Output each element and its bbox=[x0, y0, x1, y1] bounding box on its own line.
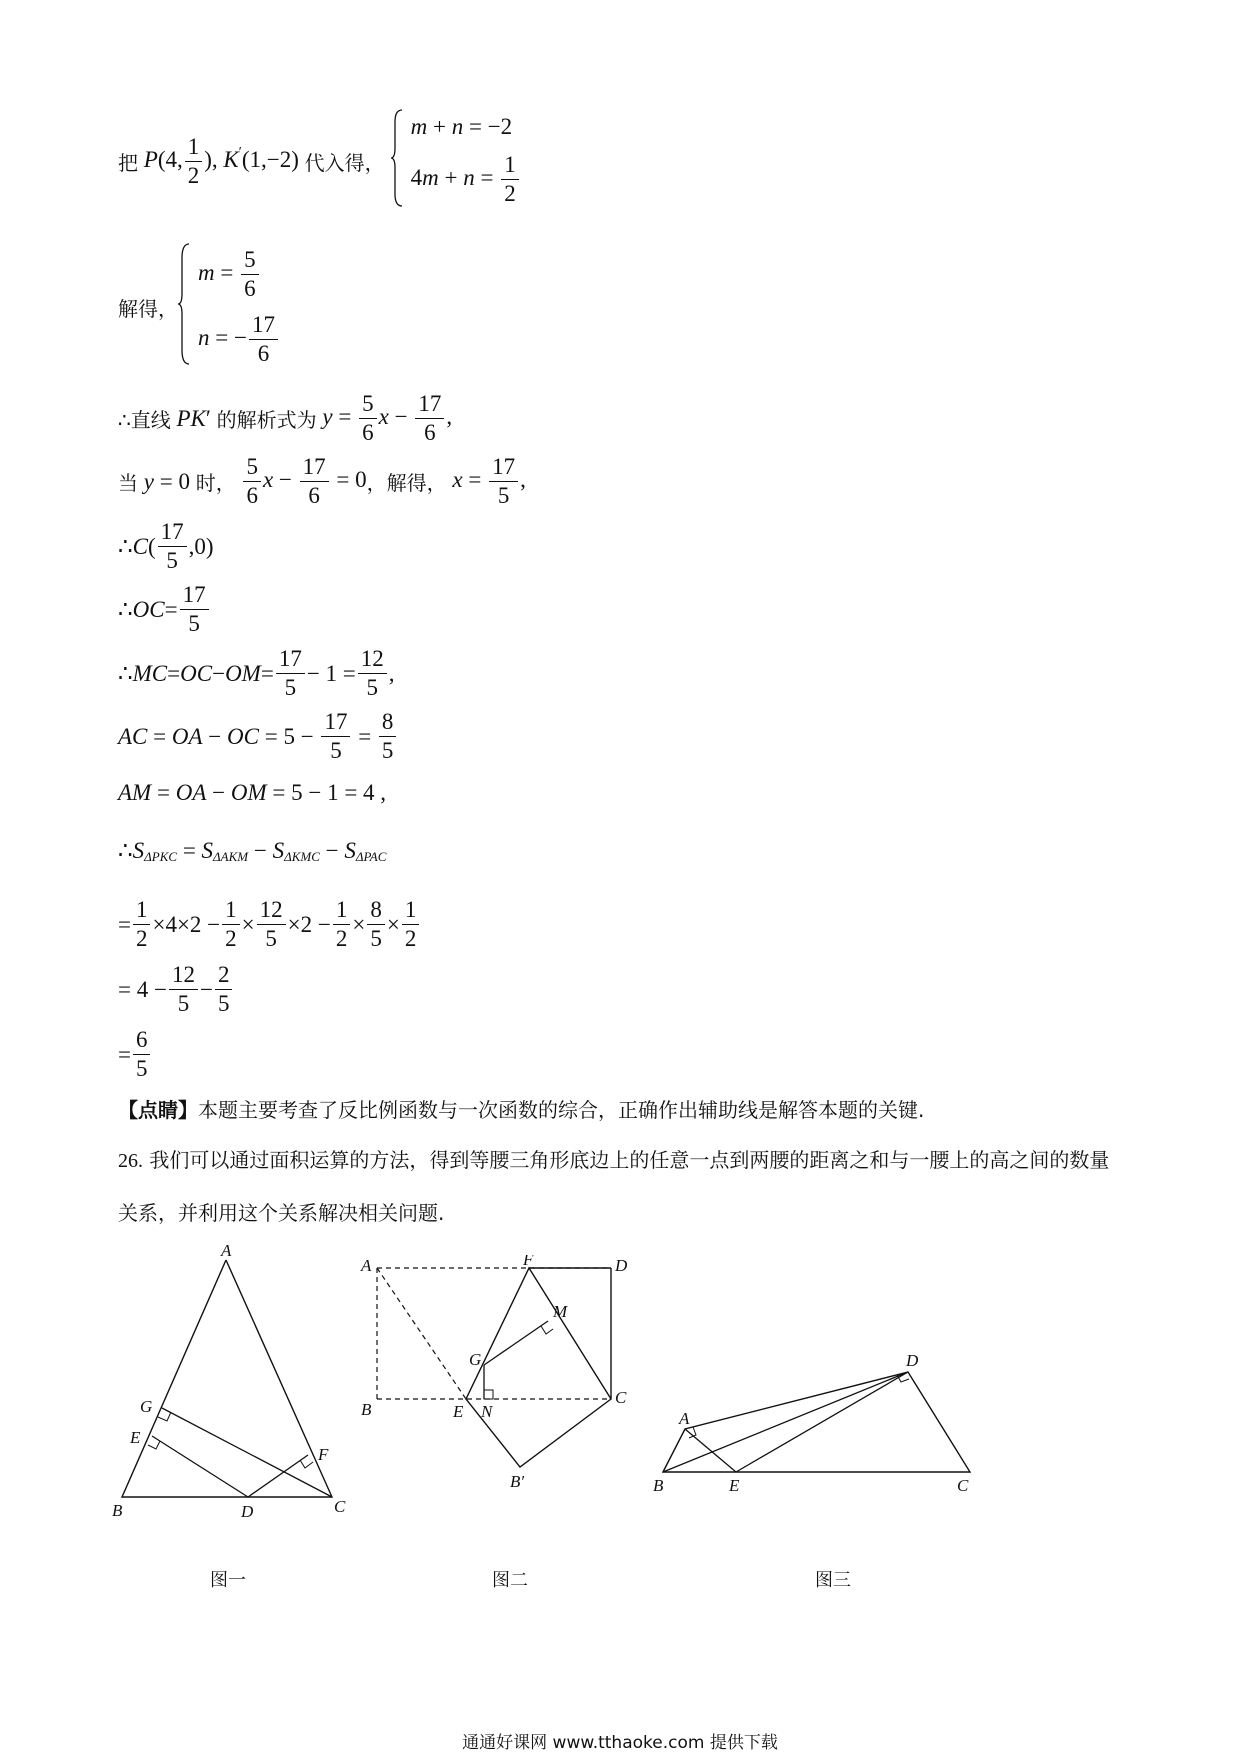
math-points: P(4, $\frac{1}{2}$ ), K′(1,−2) bbox=[143, 133, 305, 188]
fig2-label-c: C bbox=[615, 1388, 627, 1407]
text-analytic-mid: 的解析式为 bbox=[216, 408, 317, 432]
fig2-label-g: G bbox=[469, 1350, 482, 1369]
fig3-label-e: E bbox=[729, 1476, 740, 1495]
line-y-zero: 当 y = 0 时， $\frac{5}{6}$ x − $\frac{17}{6}$ = 0 ，解得， x = $\frac{17}{5}$ , bbox=[118, 454, 526, 508]
fig2-label-b-prime: B′ bbox=[510, 1472, 525, 1491]
fig3-label-a: A bbox=[679, 1409, 690, 1428]
text-when-mid: 时， bbox=[195, 471, 236, 495]
text-when: 当 bbox=[118, 471, 138, 495]
page-footer: 通通好课网 www.tthaoke.com 提供下载 bbox=[462, 1733, 778, 1753]
problem-text: 我们可以通过面积运算的方法，得到等腰三角形底边上的任意一点到两腰的距离之和与一腰上的高之间的数量关系，并利用这个关系解决相关问题. bbox=[118, 1148, 1110, 1225]
math-line-eq: y = $\frac{5}{6}$ x − $\frac{17}{6}$ , bbox=[322, 391, 453, 445]
line-mc: ∴ MC = OC − OM = $\frac{17}{5}$ − 1 = $\frac{12}{5}$ , bbox=[118, 646, 395, 700]
fig1-caption: 图一 bbox=[210, 1570, 246, 1591]
fig1-label-c: C bbox=[334, 1497, 346, 1516]
text-substitute-prefix: 把 bbox=[118, 150, 138, 175]
fig2-caption: 图二 bbox=[492, 1570, 528, 1591]
problem-number: 26. bbox=[118, 1150, 143, 1172]
dianjing-label: 【点睛】 bbox=[118, 1098, 198, 1122]
fig1-label-e: E bbox=[130, 1428, 141, 1447]
line-analytic: ∴直线 PK′ 的解析式为 y = $\frac{5}{6}$ x − $\frac{17}{6}$ , bbox=[118, 391, 453, 445]
fig3-label-c: C bbox=[957, 1476, 969, 1495]
problem-26 bbox=[118, 1134, 1128, 1239]
text-solve-prefix: 解得， bbox=[118, 296, 178, 321]
fig3-label-d: D bbox=[906, 1351, 919, 1370]
fig1-label-g: G bbox=[140, 1397, 153, 1416]
figure-3 bbox=[645, 1345, 985, 1505]
figure-1 bbox=[100, 1240, 360, 1530]
fig2-label-a: A bbox=[361, 1256, 372, 1275]
line-substitute bbox=[118, 108, 521, 214]
line-am: AM = OA − OM = 5 − 1 = 4 , bbox=[118, 780, 387, 805]
fig2-label-f: F bbox=[523, 1255, 534, 1269]
line-area-simplify: = 4 − $\frac{12}{5}$ − $\frac{2}{5}$ bbox=[118, 961, 234, 1018]
line-oc: ∴ OC = $\frac{17}{5}$ bbox=[118, 581, 211, 638]
figure-2 bbox=[355, 1255, 645, 1525]
system-equations-1: m + n = −2 4m + n = $\frac{1}{2}$ bbox=[391, 108, 521, 214]
line-area-calc: = $\frac{1}{2}$ ×4×2 − $\frac{1}{2}$ × $\frac{12}{5}$ ×2 − $\frac{1}{2}$ × $\frac{8}{5}$ × $\frac{1}{2}$ bbox=[118, 896, 421, 953]
fig1-label-f: F bbox=[318, 1445, 329, 1464]
fig1-label-b: B bbox=[112, 1501, 123, 1520]
line-area: ∴ S ΔPKC = S ΔAKM − S ΔKMC − S ΔPAC bbox=[118, 838, 387, 864]
dianjing-text: 本题主要考查了反比例函数与一次函数的综合，正确作出辅助线是解答本题的关键. bbox=[198, 1098, 925, 1122]
line-ac: AC = OA − OC = 5 − $\frac{17}{5}$ = $\frac{8}{5}$ bbox=[118, 708, 398, 765]
fig2-label-n: N bbox=[481, 1402, 493, 1421]
fig1-label-d: D bbox=[241, 1502, 254, 1521]
text-solve-mid: ，解得， bbox=[366, 471, 447, 495]
fig2-label-m: M bbox=[553, 1302, 568, 1321]
fig1-label-a: A bbox=[221, 1241, 232, 1260]
line-area-result: = $\frac{6}{5}$ bbox=[118, 1026, 152, 1083]
text-analytic-prefix: ∴直线 bbox=[118, 408, 171, 432]
line-solve bbox=[118, 242, 280, 372]
fig2-label-d: D bbox=[615, 1256, 628, 1275]
fig2-label-e: E bbox=[453, 1402, 464, 1421]
line-point-c: ∴ C ( $\frac{17}{5}$ ,0) bbox=[118, 519, 214, 573]
fig2-label-b: B bbox=[361, 1400, 372, 1419]
dianjing-note bbox=[118, 1094, 924, 1123]
fig3-label-b: B bbox=[653, 1476, 664, 1495]
text-substitute-mid: 代入得， bbox=[304, 150, 385, 175]
fig3-caption: 图三 bbox=[815, 1570, 851, 1591]
system-solution: m = $\frac{5}{6}$ n = − $\frac{17}{6}$ bbox=[178, 242, 280, 372]
